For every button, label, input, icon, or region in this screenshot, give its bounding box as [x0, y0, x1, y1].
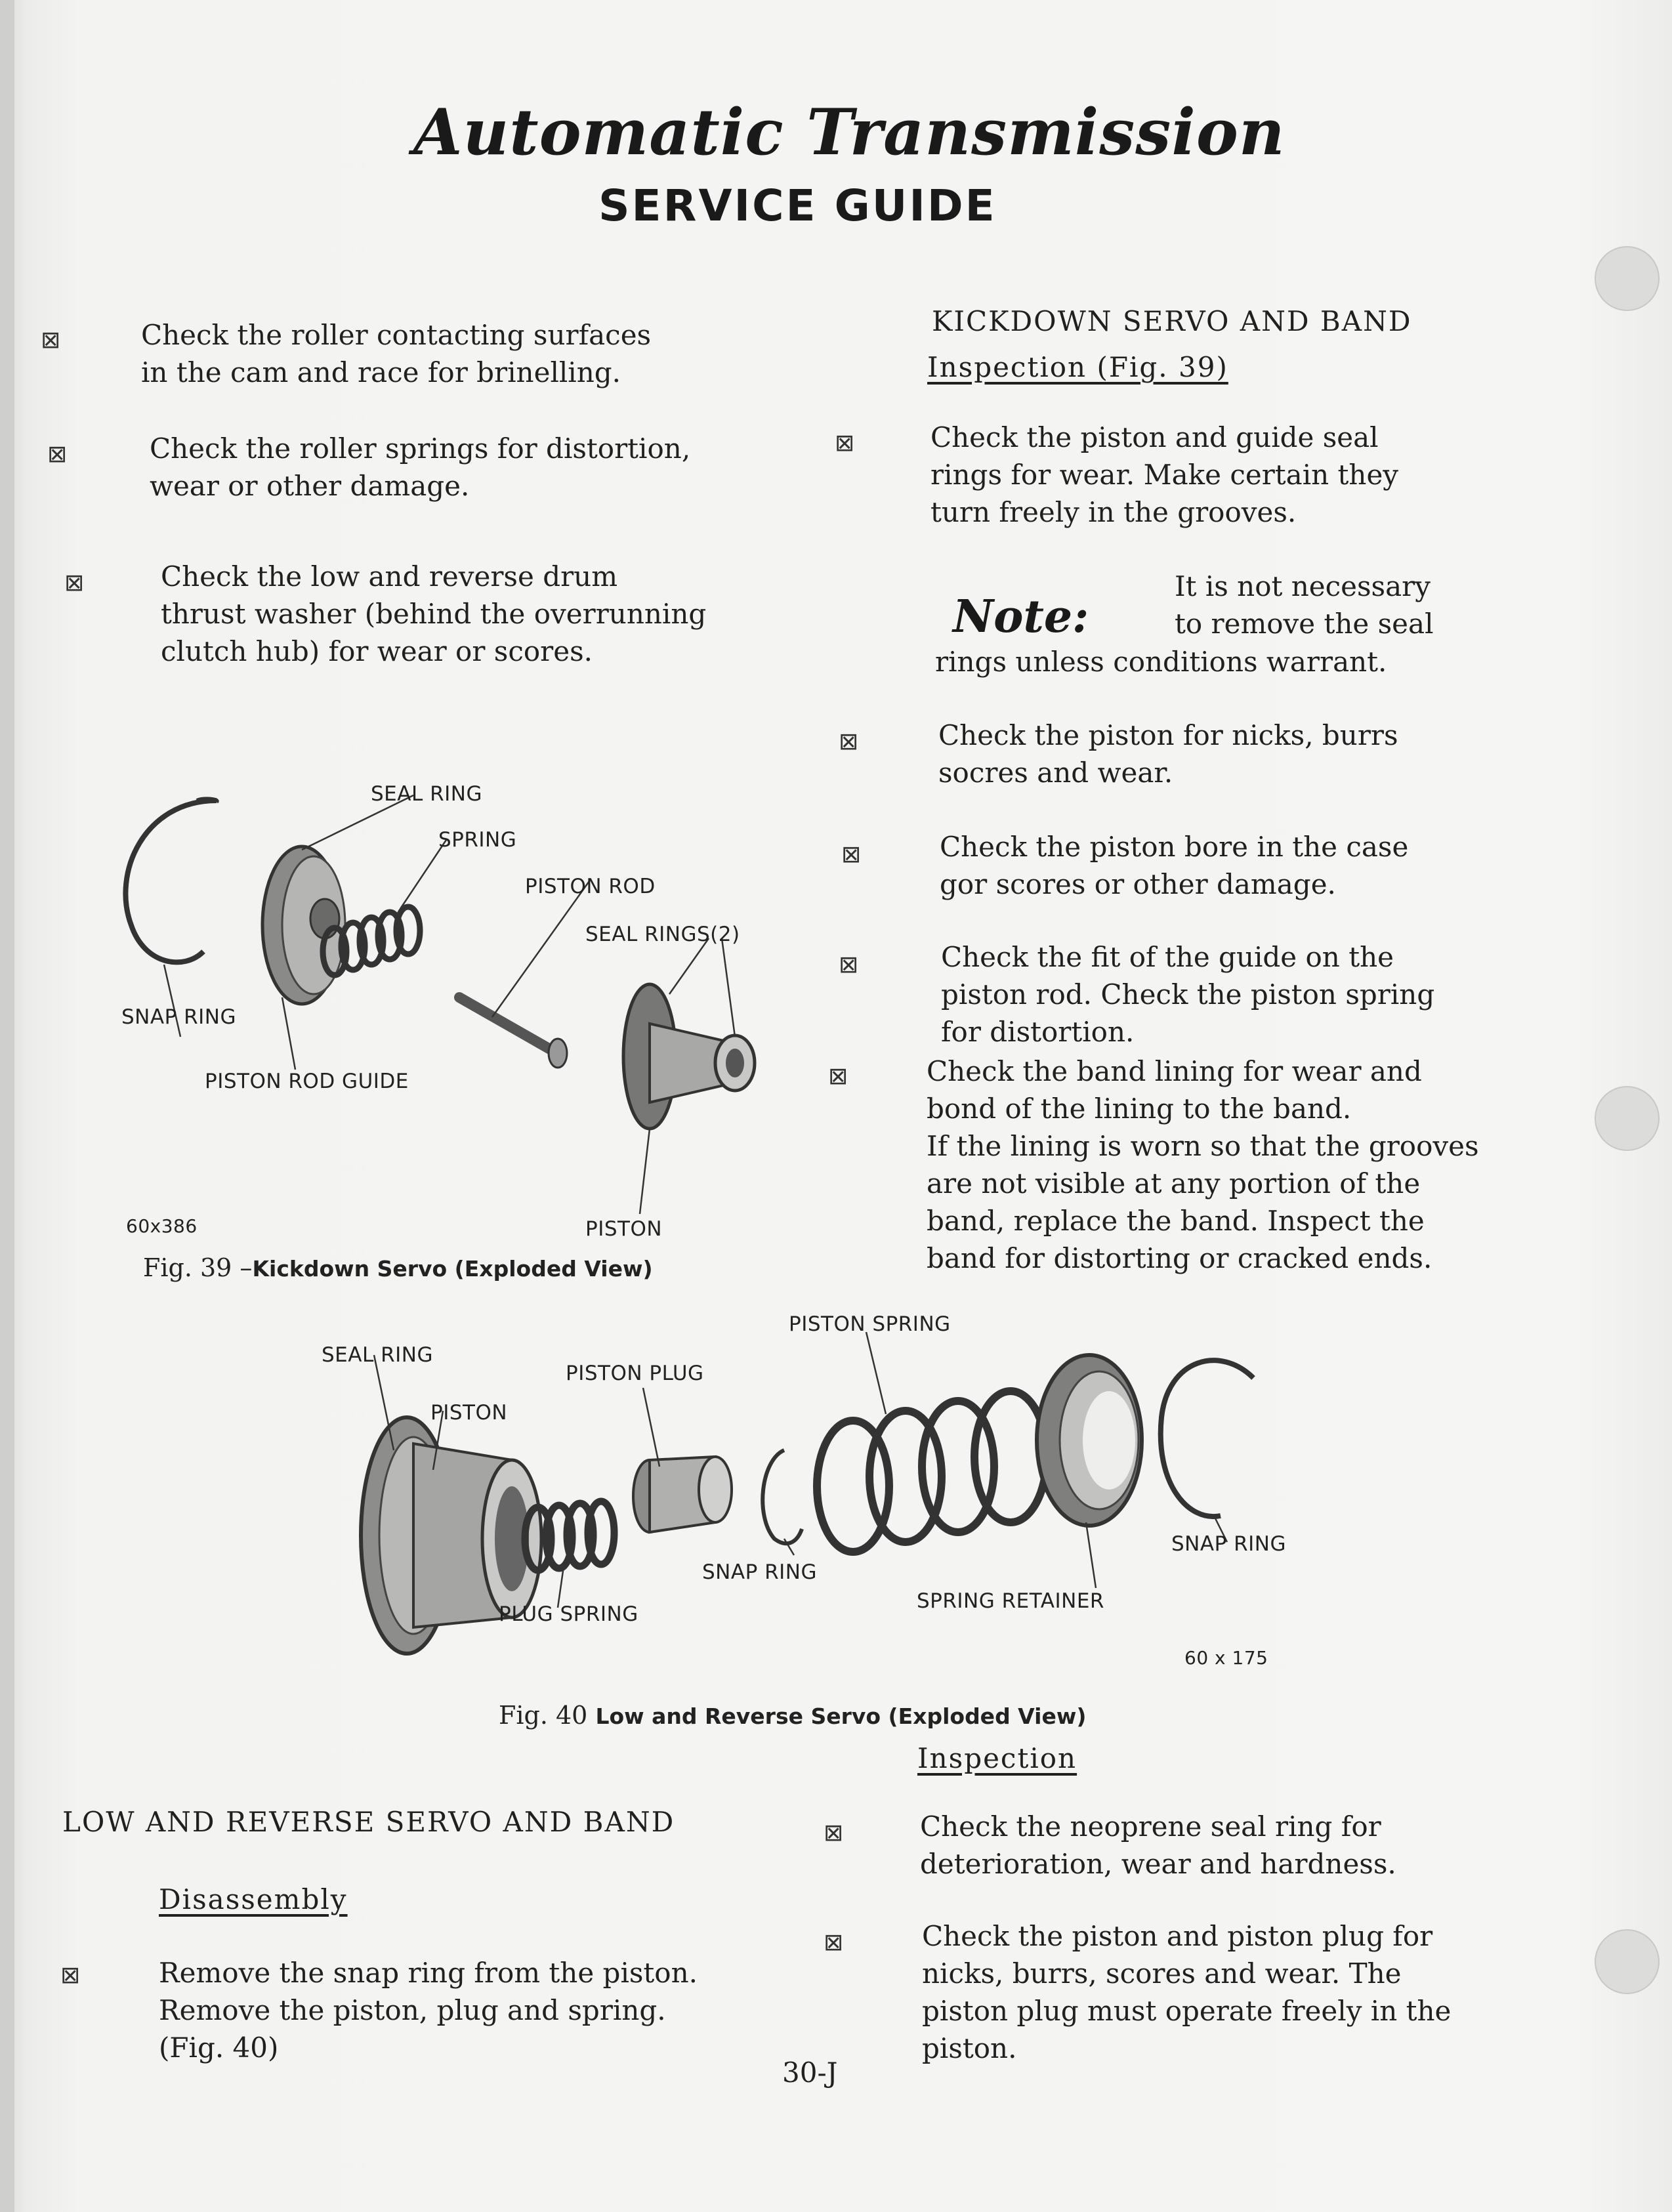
text-line: nicks, burrs, scores and wear. The	[922, 1957, 1402, 1990]
inspection-subheading: Inspection	[917, 1742, 1077, 1774]
text-line: (Fig. 40)	[159, 2032, 279, 2064]
checkbox-mark-icon: ⊠	[60, 1962, 81, 1989]
kickdown-heading: KICKDOWN SERVO AND BAND	[932, 305, 1412, 337]
label-snap-ring: SNAP RING	[121, 1005, 237, 1029]
text-line: Check the fit of the guide on the	[941, 941, 1394, 973]
text-line: Remove the piston, plug and spring.	[159, 1994, 666, 2026]
kickdown-item-1	[930, 419, 1398, 531]
text-line: Check the low and reverse drum	[161, 560, 618, 593]
label-spring: SPRING	[438, 828, 517, 852]
label-piston-spring: PISTON SPRING	[789, 1312, 951, 1336]
low-reverse-heading: LOW AND REVERSE SERVO AND BAND	[62, 1806, 675, 1838]
disassembly-subheading: Disassembly	[159, 1883, 348, 1915]
figure-39-caption	[143, 1253, 653, 1282]
note-text-2: to remove the seal	[1175, 608, 1434, 640]
text-line: in the cam and race for brinelling.	[141, 356, 621, 388]
left-item-2	[150, 430, 690, 505]
snap-ring-shape	[125, 801, 217, 962]
disassembly-item	[159, 1954, 698, 2066]
piston-rod-shape	[459, 997, 551, 1050]
label-seal-rings: SEAL RINGS(2)	[585, 923, 740, 946]
text-line: for distortion.	[941, 1016, 1135, 1048]
text-line: deterioration, wear and hardness.	[920, 1848, 1396, 1880]
text-line: socres and wear.	[938, 757, 1173, 789]
checkbox-mark-icon: ⊠	[841, 841, 862, 868]
kickdown-item-2	[938, 717, 1398, 791]
checkbox-mark-icon: ⊠	[828, 1063, 848, 1090]
caption-prefix: Fig. 40	[499, 1701, 596, 1730]
page-number: 30-J	[782, 2056, 838, 2089]
inspection-item-2	[922, 1917, 1451, 2067]
text-line: are not visible at any portion of the	[927, 1167, 1421, 1200]
kickdown-item-4	[941, 938, 1434, 1051]
note-text-1: It is not necessary	[1175, 570, 1431, 602]
label-plug-spring: PLUG SPRING	[499, 1602, 638, 1626]
kickdown-item-5	[927, 1053, 1479, 1277]
page-subtitle: SERVICE GUIDE	[598, 180, 997, 231]
text-line: rings for wear. Make certain they	[930, 459, 1399, 491]
label-snap-ring-mid: SNAP RING	[702, 1560, 818, 1584]
caption-prefix: Fig. 39 –	[143, 1253, 253, 1282]
checkbox-mark-icon: ⊠	[824, 1929, 844, 1956]
snap-ring-small-shape	[763, 1450, 802, 1543]
punch-hole-middle	[1595, 1086, 1660, 1151]
page-title: Automatic Transmission	[413, 95, 1285, 169]
checkbox-mark-icon: ⊠	[839, 728, 859, 755]
figure-code-40: 60 x 175	[1184, 1647, 1268, 1669]
text-line: gor scores or other damage.	[940, 868, 1336, 900]
text-line: Check the piston for nicks, burrs	[938, 719, 1398, 751]
text-line: Check the roller springs for distortion,	[150, 432, 691, 465]
text-line: thrust washer (behind the overrunning	[161, 598, 707, 630]
checkbox-mark-icon: ⊠	[839, 951, 859, 978]
left-item-1	[141, 316, 651, 391]
text-line: Check the piston bore in the case	[940, 831, 1409, 863]
checkbox-mark-icon: ⊠	[41, 327, 61, 354]
kickdown-subheading: Inspection (Fig. 39)	[927, 351, 1228, 383]
checkbox-mark-icon: ⊠	[47, 441, 68, 468]
label-seal-ring: SEAL RING	[371, 782, 482, 806]
text-line: piston.	[922, 2032, 1017, 2064]
text-line: piston plug must operate freely in the	[922, 1995, 1452, 2027]
caption-title: Kickdown Servo (Exploded View)	[252, 1256, 653, 1282]
label-snap-ring-right: SNAP RING	[1171, 1532, 1287, 1556]
text-line: Check the roller contacting surfaces	[141, 319, 652, 351]
piston-spring-shape	[817, 1391, 1047, 1552]
checkbox-mark-icon: ⊠	[64, 570, 85, 596]
text-line: bond of the lining to the band.	[927, 1093, 1352, 1125]
note-word: Note:	[953, 591, 1089, 643]
text-line: Check the piston and piston plug for	[922, 1920, 1433, 1952]
checkbox-mark-icon: ⊠	[835, 430, 855, 457]
page-edge-shadow	[0, 0, 14, 2212]
inspection-item-1	[920, 1808, 1396, 1883]
kickdown-item-3	[940, 828, 1408, 903]
text-line: Check the neoprene seal ring for	[920, 1810, 1381, 1843]
text-line: Check the band lining for wear and	[927, 1055, 1422, 1087]
left-item-3	[161, 558, 706, 670]
text-line: Remove the snap ring from the piston.	[159, 1957, 698, 1989]
label-piston: PISTON	[585, 1217, 663, 1241]
label-seal-ring-40: SEAL RING	[322, 1343, 433, 1367]
punch-hole-top	[1595, 246, 1660, 311]
label-piston-rod: PISTON ROD	[525, 875, 656, 898]
figure-code-39: 60x386	[126, 1215, 198, 1237]
label-piston-plug: PISTON PLUG	[566, 1362, 704, 1385]
low-reverse-servo-illustration	[315, 1325, 1339, 1693]
label-piston-rod-guide: PISTON ROD GUIDE	[205, 1070, 409, 1093]
punch-hole-bottom	[1595, 1929, 1660, 1994]
note-text-3: rings unless conditions warrant.	[935, 646, 1387, 678]
text-line: wear or other damage.	[150, 470, 470, 502]
text-line: turn freely in the grooves.	[930, 496, 1297, 528]
checkbox-mark-icon: ⊠	[824, 1820, 844, 1847]
label-spring-retainer: SPRING RETAINER	[917, 1589, 1104, 1613]
text-line: band, replace the band. Inspect the	[927, 1205, 1425, 1237]
figure-40-caption	[499, 1701, 1086, 1730]
text-line: Check the piston and guide seal	[930, 421, 1379, 453]
text-line: If the lining is worn so that the grooves	[927, 1130, 1479, 1162]
text-line: band for distorting or cracked ends.	[927, 1242, 1432, 1274]
caption-title: Low and Reverse Servo (Exploded View)	[595, 1703, 1087, 1729]
text-line: piston rod. Check the piston spring	[941, 978, 1435, 1011]
label-piston-40: PISTON	[430, 1401, 508, 1425]
snap-ring-large-shape	[1161, 1360, 1253, 1516]
text-line: clutch hub) for wear or scores.	[161, 635, 593, 667]
